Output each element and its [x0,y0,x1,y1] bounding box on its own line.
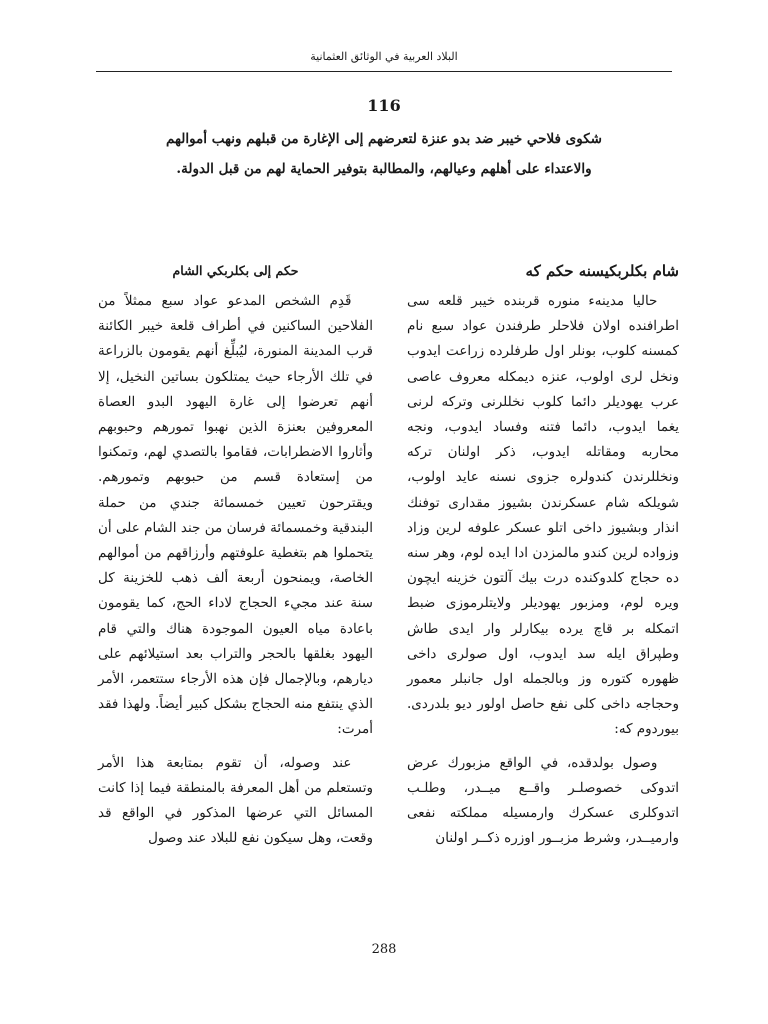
ottoman-text-column [407,289,679,851]
document-title: شكوى فلاحي خيبر ضد بدو عنزة لتعرضهم إلى الإغارة من قبلهم ونهب أموالهم والاعتداء على أهلهم وعيالهم، والمطالبة بتوفير الحماية لهم من قبل الدولة. [166,131,602,177]
ottoman-paragraph: حاليا مدينهء منوره قربنده خيبر قلعه سى اطرافنده اولان فلاحلر طرفندن عواد سبع نام كمسنه كلوب، بونلر اول طرفلرده زراعت ايدوب ونخل لرى اولوب، عنزه ديمكله معروف عاصى عرب يهوديلر دائما كلوب نخللرنى وتركه لرنى يغما ايدوب، دائما فتنه وفساد ايدوب، ونجه محاربه ومقاتله ايدوب، ذكر اولنان تركه ونخللرندن كندولره جزوى نسنه عايد اولوب، شويلكه شام عسكرندن بشيوز مقدارى توفنك انذار وبشيوز داخى اتلو عسكر علوفه لرين وزاد وزواده لرين كندو مالمزدن ادا ايده لوم، وهر سنه ده حجاج كلدوكنده درت بيك آلتون خزينه ايچون ويره لوم، ومزبور يهوديلر ولايتلرموزى ضبط اتمكله بر قاچ يرده بيكارلر وار ايدى طاش وطپراق ايله سد ايدوب، اول صولرى داخى ظهوره كتوره وز وبالجمله اول جانبلر معمور وحجاجه داخى كلى نفع حاصل اولور ديو بلدردى. بيوردوم كه: [407,293,679,738]
arabic-translation-column [98,289,373,851]
left-column-heading: حكم إلى بكلربكي الشام [172,263,299,278]
ottoman-paragraph: وصول بولدقده، في الواقع مزبورك عرض اتدوكى خصوصلـر واقــع ميــدر، وطلـب اتدوكلرى عسكرك وارمسيله مملكته نفعى وارميــدر، وشرط مزبــور اوزره ذكــر اولنان [407,754,679,847]
right-column-heading: شام بكلربكيسنه حكم كه [525,262,679,280]
header-rule [96,71,672,72]
translation-paragraph: عند وصوله، أن تقوم بمتابعة هذا الأمر وتستعلم من أهل المعرفة بالمنطقة فيما إذا كانت المسائل التي عرضها المذكور في الواقع قد وقعت، وهل سيكون نفع للبلاد عند وصول [98,754,373,847]
document-number: 116 [367,96,401,115]
running-header: البلاد العربية في الوثائق العثمانية [310,50,458,63]
translation-paragraph: قَدِم الشخص المدعو عواد سبع ممثلاً من الفلاحين الساكنين في أطراف قلعة خيبر الكائنة قرب المدينة المنورة، ليُبلِّغ أنهم يقومون بالزراعة في تلك الأرجاء حيث يمتلكون بساتين النخيل، إلا أنهم تعرضوا إلى غارة اليهود البدو العصاة المعروفين بعنزة الذين نهبوا تمورهم وحبوبهم وأثاروا الاضطرابات، فقاموا بالتصدي لهم، وتمكنوا من إستعادة قسم من حبوبهم وتمورهم. ويقترحون تعيين خمسمائة جندي من حملة البندقية وخمسمائة فرسان من جند الشام على أن يتحملوا هم بتغطية علوفتهم وأرزاقهم من أموالهم الخاصة، ويمنحون أربعة ألف ذهب للخزينة كل سنة عند مجيء الحجاج لاداء الحج، كما يقومون باعادة مياه العيون الموجودة هناك والتي قام اليهود بغلقها بالحجر والتراب بعد استيلائهم على ديارهم، وبالإجمال فإن هذه الأرجاء ستتعمر، الأمر الذي ينتفع منه الحجاج بشكل كبير أيضاً. ولهذا فقد أمرت: [98,293,373,738]
page-number: 288 [371,942,397,957]
